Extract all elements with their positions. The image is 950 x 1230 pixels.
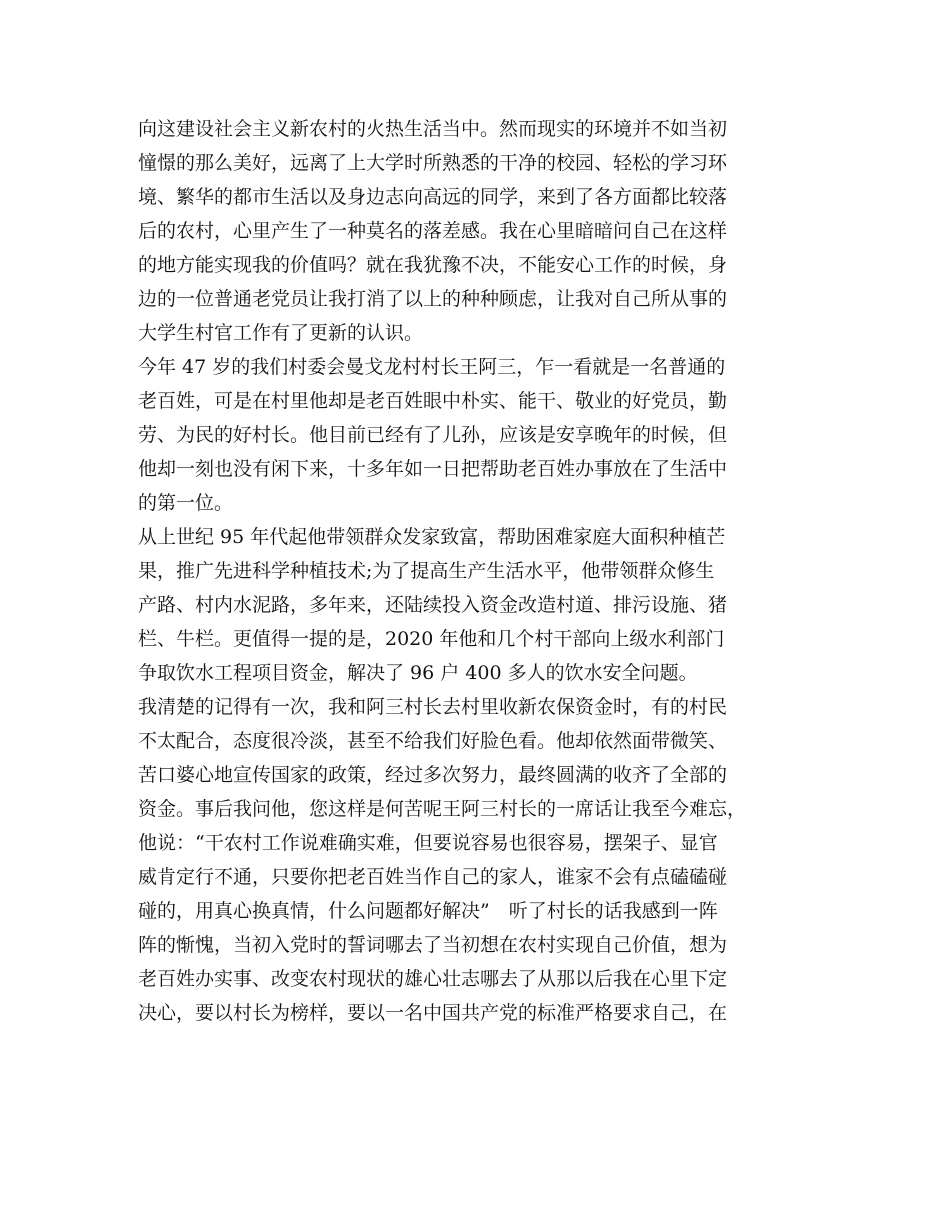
text-line: 老百姓办实事、改变农村现状的雄心壮志哪去了从那以后我在心里下定 [138, 968, 728, 990]
text-line: 我清楚的记得有一次，我和阿三村长去村里收新农保资金时，有的村民 [138, 696, 728, 718]
text-line: 老百姓，可是在村里他却是老百姓眼中朴实、能干、敬业的好党员，勤 [138, 390, 728, 412]
text-line: 的地方能实现我的价值吗？就在我犹豫不决，不能安心工作的时候，身 [138, 254, 728, 276]
text-line: 后的农村，心里产生了一种莫名的落差感。我在心里暗暗问自己在这样 [138, 220, 728, 242]
text-line: 苦口婆心地宣传国家的政策，经过多次努力，最终圆满的收齐了全部的 [138, 764, 728, 786]
text-line: 他说：“干农村工作说难确实难，但要说容易也很容易，摆架子、显官 [138, 832, 718, 854]
text-line: 阵的惭愧，当初入党时的誓词哪去了当初想在农村实现自己价值，想为 [138, 934, 728, 956]
text-line: 果，推广先进科学种植技术;为了提高生产生活水平，他带领群众修生 [138, 560, 715, 582]
text-line: 威肯定行不通，只要你把老百姓当作自己的家人，谁家不会有点磕磕碰 [138, 866, 728, 888]
text-line: 资金。事后我问他，您这样是何苦呢王阿三村长的一席话让我至今难忘， [138, 798, 747, 820]
text-line: 境、繁华的都市生活以及身边志向高远的同学，来到了各方面都比较落 [138, 186, 728, 208]
text-line: 边的一位普通老党员让我打消了以上的种种顾虑，让我对自己所从事的 [138, 288, 728, 310]
text-line: 的第一位。 [138, 492, 234, 514]
body-text [138, 112, 828, 1030]
text-line: 大学生村官工作有了更新的认识。 [138, 322, 424, 344]
text-line: 今年 47 岁的我们村委会曼戈龙村村长王阿三，乍一看就是一名普通的 [138, 356, 726, 378]
text-line: 不太配合，态度很冷淡，甚至不给我们好脸色看。他却依然面带微笑、 [138, 730, 728, 752]
text-line: 向这建设社会主义新农村的火热生活当中。然而现实的环境并不如当初 [138, 118, 728, 140]
text-line: 栏、牛栏。更值得一提的是，2020 年他和几个村干部向上级水利部门 [138, 628, 725, 650]
text-line: 产路、村内水泥路，多年来，还陆续投入资金改造村道、排污设施、猪 [138, 594, 728, 616]
text-line: 决心，要以村长为榜样，要以一名中国共产党的标准严格要求自己，在 [138, 1002, 728, 1024]
text-line: 争取饮水工程项目资金，解决了 96 户 400 多人的饮水安全问题。 [138, 662, 698, 684]
text-line: 碰的，用真心换真情，什么问题都好解决” 听了村长的话我感到一阵 [138, 900, 718, 922]
text-line: 劳、为民的好村长。他目前已经有了儿孙，应该是安享晚年的时候，但 [138, 424, 728, 446]
text-line: 他却一刻也没有闲下来，十多年如一日把帮助老百姓办事放在了生活中 [138, 458, 728, 480]
text-line: 憧憬的那么美好，远离了上大学时所熟悉的干净的校园、轻松的学习环 [138, 152, 728, 174]
text-line: 从上世纪 95 年代起他带领群众发家致富，帮助困难家庭大面积种植芒 [138, 526, 726, 548]
